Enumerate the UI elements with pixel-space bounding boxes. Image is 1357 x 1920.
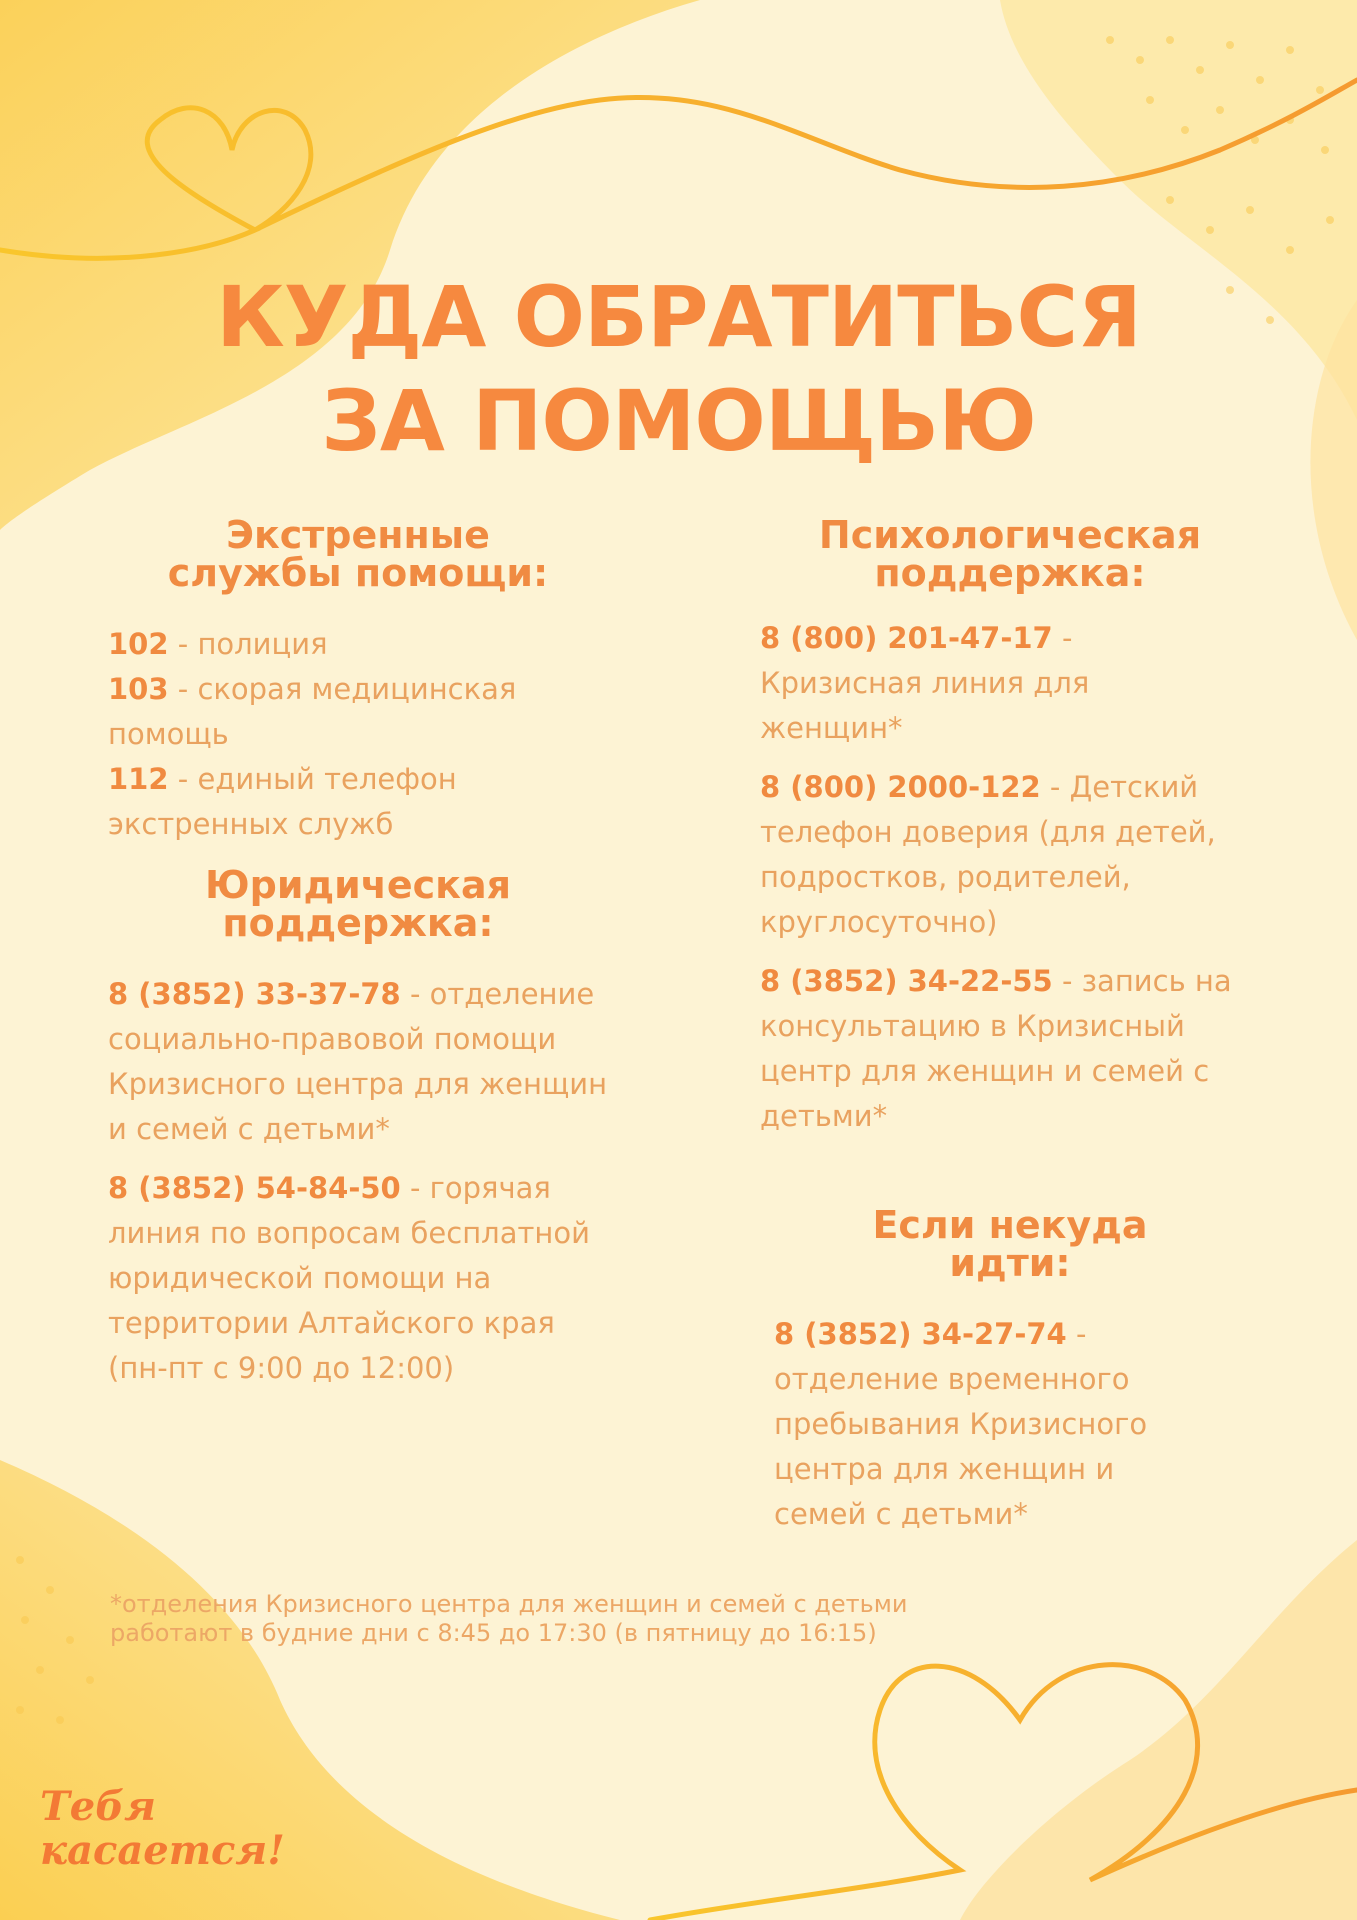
contact-description: - запись на консультацию в Кризисный центр для женщин и семей с детьми* <box>760 964 1232 1133</box>
brand-logo <box>40 1783 285 1874</box>
phone-number[interactable]: 8 (3852) 54-84-50 <box>108 1171 401 1205</box>
contact-description: - Кризисная линия для женщин* <box>760 621 1090 745</box>
contact-description: - горячая линия по вопросам бесплатной юридической помощи на территории Алтайского края (пн-пт с 9:00 до 12:00) <box>108 1171 590 1385</box>
section-title: поддержка: <box>874 551 1146 595</box>
contact-entry <box>108 667 608 757</box>
section-title: Если некуда <box>872 1203 1148 1247</box>
contact-description: - отделение временного пребывания Кризисного центра для женщин и семей с детьми* <box>774 1317 1148 1531</box>
contact-description: - единый телефон экстренных служб <box>108 762 457 841</box>
footnote-line: *отделения Кризисного центра для женщин и семей с детьми <box>110 1590 908 1618</box>
psych-section <box>760 513 1280 1139</box>
footnote-line: работают в будние дни с 8:45 до 17:30 (в пятницу до 16:15) <box>110 1619 877 1647</box>
legal-section <box>108 863 608 1391</box>
phone-number[interactable]: 112 <box>108 762 169 796</box>
phone-number[interactable]: 8 (3852) 34-27-74 <box>774 1317 1067 1351</box>
page-title-line1: КУДА ОБРАТИТЬСЯ <box>216 268 1141 366</box>
contact-entry <box>108 622 608 667</box>
phone-number[interactable]: 8 (3852) 33-37-78 <box>108 977 401 1011</box>
contact-description: - полиция <box>168 627 328 661</box>
footnote <box>110 1590 1110 1648</box>
contact-entry <box>760 959 1240 1139</box>
contact-description: - скорая медицинская помощь <box>108 672 517 751</box>
section-title: идти: <box>949 1241 1071 1285</box>
logo-line: касается! <box>40 1827 285 1874</box>
phone-number[interactable]: 102 <box>108 627 169 661</box>
contact-description: - Детский телефон доверия (для детей, подростков, родителей, круглосуточно) <box>760 770 1216 939</box>
contact-description: - отделение социально-правовой помощи Кризисного центра для женщин и семей с детьми* <box>108 977 608 1146</box>
phone-number[interactable]: 8 (800) 2000-122 <box>760 770 1041 804</box>
contact-entry <box>760 765 1280 945</box>
phone-number[interactable]: 8 (800) 201-47-17 <box>760 621 1053 655</box>
emergency-section <box>108 513 608 847</box>
section-title: службы помощи: <box>167 551 549 595</box>
phone-number[interactable]: 8 (3852) 34-22-55 <box>760 964 1053 998</box>
contact-entry <box>760 616 1090 751</box>
section-title: поддержка: <box>222 901 494 945</box>
logo-line: Тебя <box>40 1783 156 1830</box>
section-title: Экстренные <box>226 513 490 557</box>
contact-entry <box>108 972 608 1152</box>
phone-number[interactable]: 103 <box>108 672 169 706</box>
section-title: Психологическая <box>818 513 1202 557</box>
contact-entry <box>108 1166 608 1391</box>
contact-entry <box>108 757 608 847</box>
page-title-line2: ЗА ПОМОЩЬЮ <box>321 372 1036 470</box>
shelter-section <box>760 1203 1280 1537</box>
contact-entry <box>760 1312 1214 1537</box>
section-title: Юридическая <box>205 863 511 907</box>
